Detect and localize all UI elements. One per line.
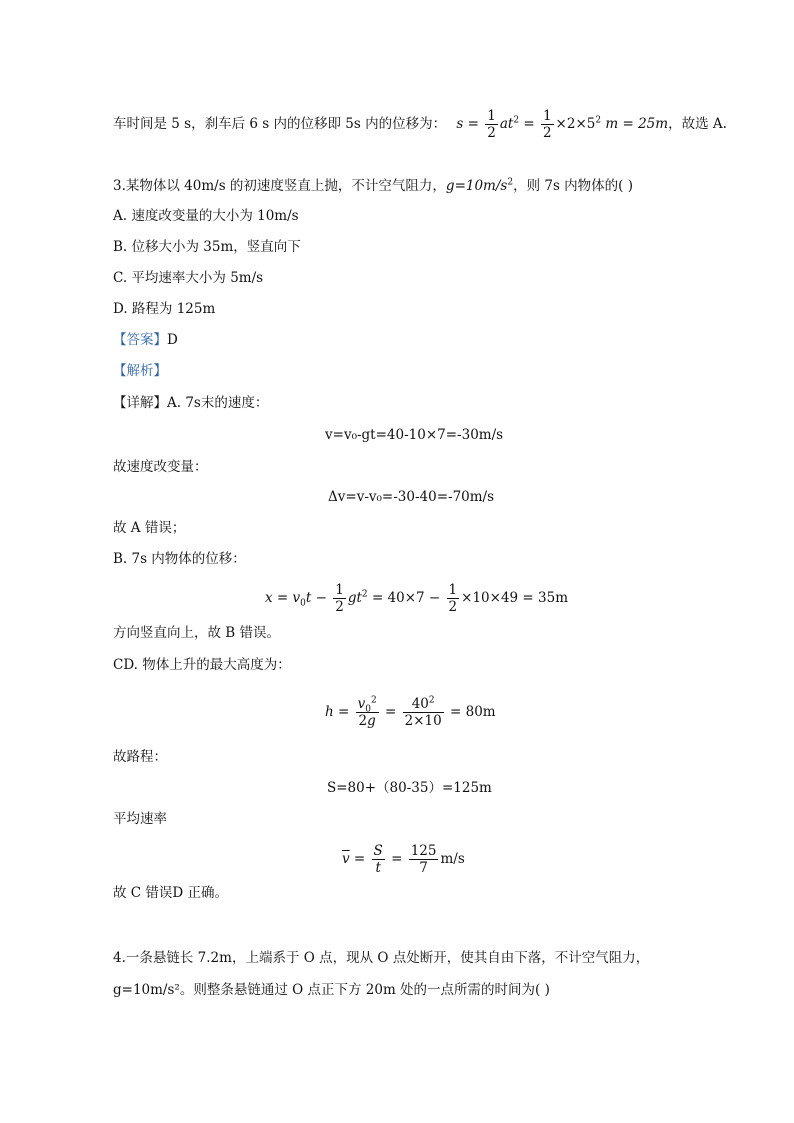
intro-formula-tail: ×2×5 [555,116,596,132]
eq-avg-speed: $\overline{v}$ = $\frac{S}{t}$ = $\frac{125}{7}$ m/s [342,843,465,876]
q4-line-1: 4.一条悬链长 7.2m，上端系于 O 点，现从 O 点处断开，使其自由下落，不计空气阻力， [113,950,650,966]
eq-h-den2: 2×10 [404,713,442,729]
text-a-wrong: 故 A 错误； [113,520,186,536]
answer-line [113,330,178,350]
text-avg: 平均速率 [113,811,167,827]
intro-text: 车时间是 5 s，刹车后 6 s 内的位移即 5s 内的位移为： [113,116,447,132]
eq-height: h = $\frac{v_0^2}{2g}$ = $\frac{40^2}{2\times 10}$ = 80m [325,695,496,729]
eq-avg-den: 7 [419,860,428,876]
text-delta: 故速度改变量： [113,459,208,475]
detail-tag: 【详解】 [113,395,167,411]
text-conclusion: 故 C 错误D 正确。 [113,885,229,901]
analysis-line [113,361,167,381]
detail-text: A. 7s末的速度： [167,395,269,411]
eq-path: S=80+（80-35）=125m [327,780,492,796]
eq-delta-v: Δv=v-v₀=-30-40=-70m/s [328,489,495,505]
q4-line-2: g=10m/s²。则整条悬链通过 O 点正下方 20m 处的一点所需的时间为( ) [113,982,550,998]
half-fraction: $\frac{1}{2}$ [487,108,496,141]
answer-tag: 【答案】 [113,332,167,348]
q3-stem-g: g=10m/s [445,178,508,194]
intro-ending: ，故选 A. [668,116,727,132]
eq-h-num2: 40 [411,696,429,712]
q3-stem-text: 3.某物体以 40m/s 的初速度竖直上抛，不计空气阻力， [113,178,446,194]
eq-avg-frac-2 [409,843,439,876]
q3-stem-end: ，则 7s 内物体的( ) [513,178,634,194]
eq-velocity: v=v₀-gt=40-10×7=-30m/s [325,427,504,443]
eq-x-end: ×10×49 = 35m [461,590,568,606]
eq-h-frac-2: $\frac{40^2}{2\times 10}$ [404,695,442,729]
intro-line: 车时间是 5 s，刹车后 6 s 内的位移即 5s 内的位移为： s = $\frac{1}{2}$ $at^2$ = $\frac{1}{2}$ $\times 2\times 5^2$ m = 25m，故选 A. [113,108,727,141]
half-fraction-2: $\frac{1}{2}$ [542,108,552,141]
text-b-wrong: 方向竖直向上，故 B 错误。 [113,625,281,641]
eq-avg-unit: m/s [440,851,465,867]
q3-option-a: A. 速度改变量的大小为 10m/s [113,208,299,224]
eq-x-frac-2: $\frac{1}{2}$ [448,582,458,615]
q3-option-b: B. 位移大小为 35m，竖直向下 [113,239,301,255]
detail-line [113,393,268,413]
text-b: B. 7s 内物体的位移： [113,551,246,567]
text-path: 故路程： [113,749,167,765]
eq-h-frac-1: $\frac{v_0^2}{2g}$ [357,695,377,729]
eq-x-tail: = 40×7 − [371,590,441,606]
text-cd: CD. 物体上升的最大高度为： [113,657,291,673]
answer-value: D [167,332,178,348]
eq-displacement: $x = v_0t$ − $\frac{1}{2}$ $gt^2 = 40\times 7$ − $\frac{1}{2}$ ×10×49 = 35m [265,582,568,615]
q3-option-c: C. 平均速率大小为 5m/s [113,270,264,286]
q3-stem: 3.某物体以 40m/s 的初速度竖直上抛，不计空气阻力，$g=10m/s^2$，则 7s 内物体的( ) [113,177,634,194]
intro-formula-unit: m = 25m [605,116,669,132]
q3-option-d: D. 路程为 125m [113,301,216,317]
eq-avg-frac-1: $\frac{S}{t}$ [373,843,383,876]
eq-h-end: = 80m [450,704,496,720]
eq-avg-num: 125 [410,843,437,859]
analysis-tag: 【解析】 [113,363,167,379]
eq-x-frac-1: $\frac{1}{2}$ [335,582,344,615]
